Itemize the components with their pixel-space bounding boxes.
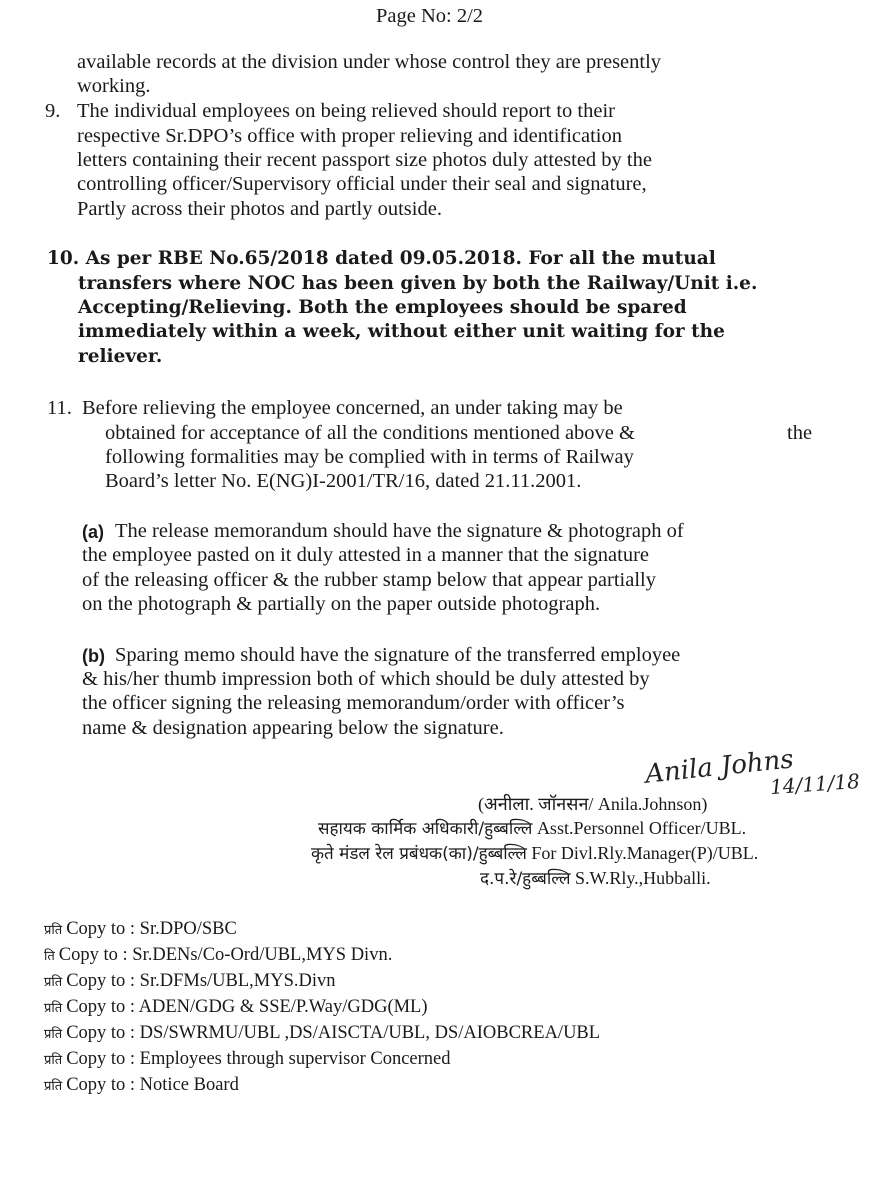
para8-line-2: working. — [77, 75, 151, 97]
for-line — [311, 841, 758, 866]
para11-number: 11. — [47, 397, 72, 419]
para11-line: Before relieving the employee concerned, an under taking may be — [82, 397, 623, 419]
para10-line: immediately within a week, without either unit waiting for the — [78, 321, 725, 342]
copy-prefix: प्रति — [44, 975, 63, 990]
para11b-line: name & designation appearing below the signature. — [82, 717, 504, 739]
designation-line — [318, 816, 746, 841]
copy-prefix: प्रति — [44, 923, 63, 938]
para11a-line: on the photograph & partially on the paper outside photograph. — [82, 593, 601, 615]
page-number: Page No: 2/2 — [376, 5, 484, 27]
railway-english: S.W.Rly.,Hubballi. — [575, 868, 711, 888]
for-english: For Divl.Rly.Manager(P)/UBL. — [531, 843, 759, 863]
para8-line-1: available records at the division under whose control they are presently — [77, 51, 662, 73]
copy-to-item: प्रति Copy to : Notice Board — [44, 1075, 239, 1095]
para11b-label: (b) — [82, 646, 105, 666]
para11a-line: the employee pasted on it duly attested in a manner that the signature — [82, 544, 649, 566]
para11b-line: the officer signing the releasing memorandum/order with officer’s — [82, 692, 625, 714]
copy-to-item: प्रति Copy to : DS/SWRMU/UBL ,DS/AISCTA/UBL, DS/AIOBCREA/UBL — [44, 1023, 601, 1043]
para9-line: Partly across their photos and partly outside. — [77, 198, 442, 220]
para9-number: 9. — [45, 100, 61, 122]
signatory-name: (अनीला. जॉनसन/ Anila.Johnson) — [478, 794, 708, 814]
para10-line: Accepting/Relieving. Both the employees should be spared — [78, 297, 687, 318]
railway-line — [480, 866, 711, 891]
para11a-line: of the releasing officer & the rubber stamp below that appear partially — [82, 569, 656, 591]
para11-line: following formalities may be complied with in terms of Railway — [105, 446, 634, 468]
copy-prefix: प्रति — [44, 1027, 63, 1042]
para11-line-tail: the — [787, 422, 813, 444]
para11b-line: & his/her thumb impression both of which should be duly attested by — [82, 668, 650, 690]
para9-line: respective Sr.DPO’s office with proper relieving and identification — [77, 125, 623, 147]
copy-prefix: प्रति — [44, 1053, 63, 1068]
para11-line: obtained for acceptance of all the conditions mentioned above & — [105, 422, 635, 444]
for-hindi: कृते मंडल रेल प्रबंधक(का)/हुब्बल्लि — [311, 844, 527, 864]
copy-prefix: प्रति — [44, 1001, 63, 1016]
handwritten-date: 14/11/18 — [769, 768, 861, 800]
designation-hindi: सहायक कार्मिक अधिकारी/हुब्बल्लि — [318, 819, 533, 839]
designation-english: Asst.Personnel Officer/UBL. — [536, 818, 747, 838]
para11-line: Board’s letter No. E(NG)I-2001/TR/16, dated 21.11.2001. — [105, 470, 582, 492]
para9-line: The individual employees on being relieved should report to their — [77, 100, 615, 122]
para11b-line: Sparing memo should have the signature of the transferred employee — [115, 644, 681, 666]
para10-line: 10. As per RBE No.65/2018 dated 09.05.2018. For all the mutual — [47, 248, 716, 269]
para11a-label: (a) — [82, 522, 104, 542]
para9-line: letters containing their recent passport size photos duly attested by the — [77, 149, 652, 171]
handwritten-signature: Anila Johns — [643, 744, 795, 790]
copy-prefix: ति — [44, 949, 55, 964]
copy-to-item: प्रति Copy to : ADEN/GDG & SSE/P.Way/GDG(ML) — [44, 997, 428, 1017]
copy-to-item: प्रति Copy to : Employees through supervisor Concerned — [44, 1049, 451, 1069]
copy-to-item: प्रति Copy to : Sr.DPO/SBC — [44, 919, 237, 939]
para10-line: transfers where NOC has been given by both the Railway/Unit i.e. — [78, 273, 758, 294]
copy-to-item: ति Copy to : Sr.DENs/Co-Ord/UBL,MYS Divn. — [44, 945, 393, 965]
copy-to-item: प्रति Copy to : Sr.DFMs/UBL,MYS.Divn — [44, 971, 336, 991]
railway-hindi: द.प.रे/हुब्बल्लि — [480, 869, 571, 889]
copy-prefix: प्रति — [44, 1079, 63, 1094]
para10-line: reliever. — [78, 346, 163, 367]
para9-line: controlling officer/Supervisory official under their seal and signature, — [77, 173, 647, 195]
para11a-line: The release memorandum should have the signature & photograph of — [115, 520, 684, 542]
